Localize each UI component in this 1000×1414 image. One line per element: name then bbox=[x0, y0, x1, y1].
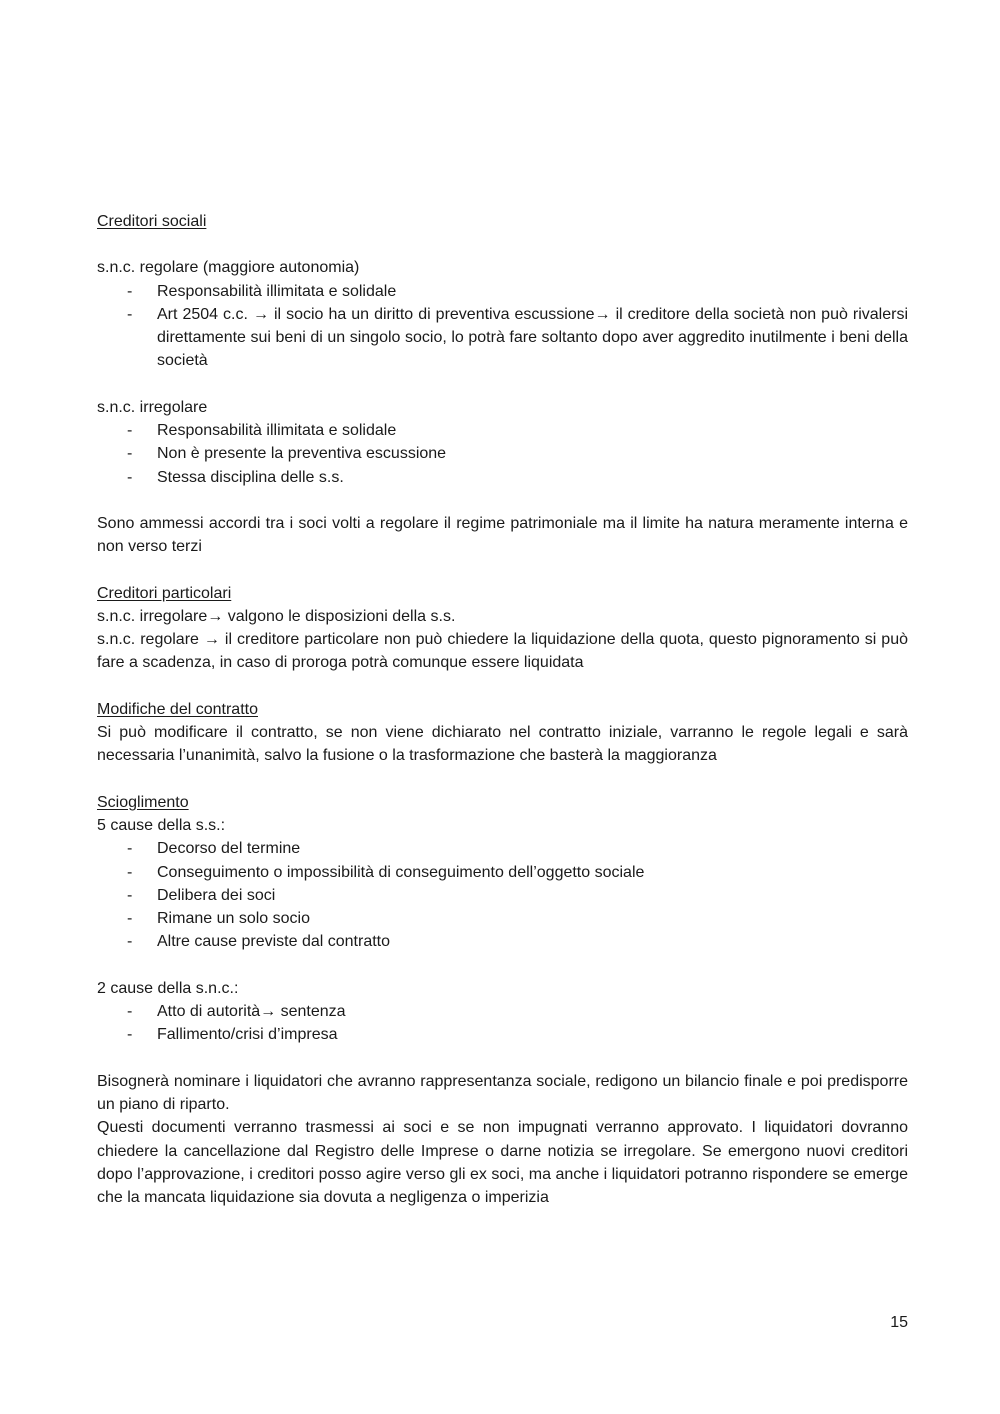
list-item-text: Decorso del termine bbox=[157, 840, 301, 858]
dash-marker: - bbox=[127, 422, 133, 440]
cause-ss-list bbox=[97, 837, 908, 953]
dash-marker: - bbox=[127, 933, 133, 951]
accordi-paragraph-block bbox=[97, 512, 908, 559]
dash-marker: - bbox=[127, 468, 133, 486]
creditori-particolari-line: s.n.c. regolare → il creditore particolare non può chiedere la liquidazione della quota, questo pignoramento si può fare a scadenza, in caso di proroga potrà comunque essere liquidata bbox=[97, 631, 908, 672]
list-item-text: Stessa disciplina delle s.s. bbox=[157, 468, 344, 486]
dash-marker: - bbox=[127, 305, 133, 323]
list-item bbox=[97, 861, 908, 884]
list-item-text: Conseguimento o impossibilità di conseguimento dell’oggetto sociale bbox=[157, 863, 645, 881]
list-item bbox=[97, 930, 908, 953]
snc-irregolare-list bbox=[97, 419, 908, 489]
section-creditori-sociali bbox=[97, 210, 908, 233]
list-item bbox=[97, 884, 908, 907]
snc-regolare-title: s.n.c. regolare (maggiore autonomia) bbox=[97, 259, 360, 277]
list-item-text: Art 2504 c.c. → il socio ha un diritto di preventiva escussione→ il creditore della società non può rivalersi direttamente sui beni di un singolo socio, lo potrà fare soltanto dopo aver aggredito inutilmente i beni della società bbox=[157, 305, 908, 370]
list-item bbox=[97, 466, 908, 489]
list-item-text: Responsabilità illimitata e solidale bbox=[157, 282, 397, 300]
cause-ss-title: 5 cause della s.s.: bbox=[97, 816, 226, 834]
snc-irregolare-title: s.n.c. irregolare bbox=[97, 398, 208, 416]
creditori-particolari-line: s.n.c. irregolare→ valgono le disposizioni della s.s. bbox=[97, 607, 456, 625]
list-item-text: Altre cause previste dal contratto bbox=[157, 933, 391, 951]
liquidatori-paragraph: Bisognerà nominare i liquidatori che avranno rappresentanza sociale, redigono un bilancio finale e poi predisporre un piano di riparto. bbox=[97, 1072, 908, 1113]
dash-marker: - bbox=[127, 886, 133, 904]
section-heading-creditori-sociali: Creditori sociali bbox=[97, 213, 207, 230]
page-content bbox=[97, 210, 908, 1232]
snc-regolare-list bbox=[97, 280, 908, 373]
modifiche-paragraph: Si può modificare il contratto, se non viene dichiarato nel contratto iniziale, varranno le regole legali e sarà necessaria l’unanimità, salvo la fusione o la trasformazione che basterà la maggioranza bbox=[97, 724, 908, 765]
list-item bbox=[97, 419, 908, 442]
documenti-paragraph: Questi documenti verranno trasmessi ai soci e se non impugnati verranno approvato. I liquidatori dovranno chiedere la cancellazione dal Registro delle Imprese o darne notizia se irregolare. Se emergono nuovi creditori dopo l’approvazione, i creditori posso agire verso gli ex soci, ma anche i liquidatori potranno rispondere se emerge che la mancata liquidazione sia dovuta a negligenza o imperizia bbox=[97, 1119, 908, 1207]
list-item bbox=[97, 907, 908, 930]
list-item bbox=[97, 442, 908, 465]
list-item bbox=[97, 303, 908, 373]
accordi-paragraph: Sono ammessi accordi tra i soci volti a regolare il regime patrimoniale ma il limite ha natura meramente interna e non verso terzi bbox=[97, 514, 908, 556]
dash-marker: - bbox=[127, 840, 133, 858]
dash-marker: - bbox=[127, 445, 133, 463]
list-item-text: Responsabilità illimitata e solidale bbox=[157, 422, 397, 440]
section-modifiche-contratto bbox=[97, 698, 908, 768]
section-creditori-particolari bbox=[97, 582, 908, 675]
list-item bbox=[97, 280, 908, 303]
snc-regolare-block bbox=[97, 256, 908, 372]
section-heading-modifiche: Modifiche del contratto bbox=[97, 700, 258, 718]
dash-marker: - bbox=[127, 910, 133, 928]
list-item-text: Fallimento/crisi d’impresa bbox=[157, 1026, 338, 1044]
cause-snc-block bbox=[97, 977, 908, 1047]
dash-marker: - bbox=[127, 1026, 133, 1044]
dash-marker: - bbox=[127, 1003, 133, 1021]
snc-irregolare-block bbox=[97, 396, 908, 489]
list-item-text: Atto di autorità→ sentenza bbox=[157, 1003, 346, 1021]
list-item-text: Rimane un solo socio bbox=[157, 910, 310, 928]
dash-marker: - bbox=[127, 863, 133, 881]
cause-snc-list bbox=[97, 1000, 908, 1047]
section-heading-creditori-particolari: Creditori particolari bbox=[97, 584, 232, 602]
list-item bbox=[97, 837, 908, 860]
list-item bbox=[97, 1023, 908, 1046]
list-item-text: Non è presente la preventiva escussione bbox=[157, 445, 447, 463]
list-item bbox=[97, 1000, 908, 1023]
list-item-text: Delibera dei soci bbox=[157, 886, 276, 904]
section-scioglimento bbox=[97, 791, 908, 954]
page-number: 15 bbox=[890, 1314, 908, 1331]
liquidatori-block bbox=[97, 1070, 908, 1210]
dash-marker: - bbox=[127, 282, 133, 300]
section-heading-scioglimento: Scioglimento bbox=[97, 793, 189, 811]
cause-snc-title: 2 cause della s.n.c.: bbox=[97, 979, 239, 997]
